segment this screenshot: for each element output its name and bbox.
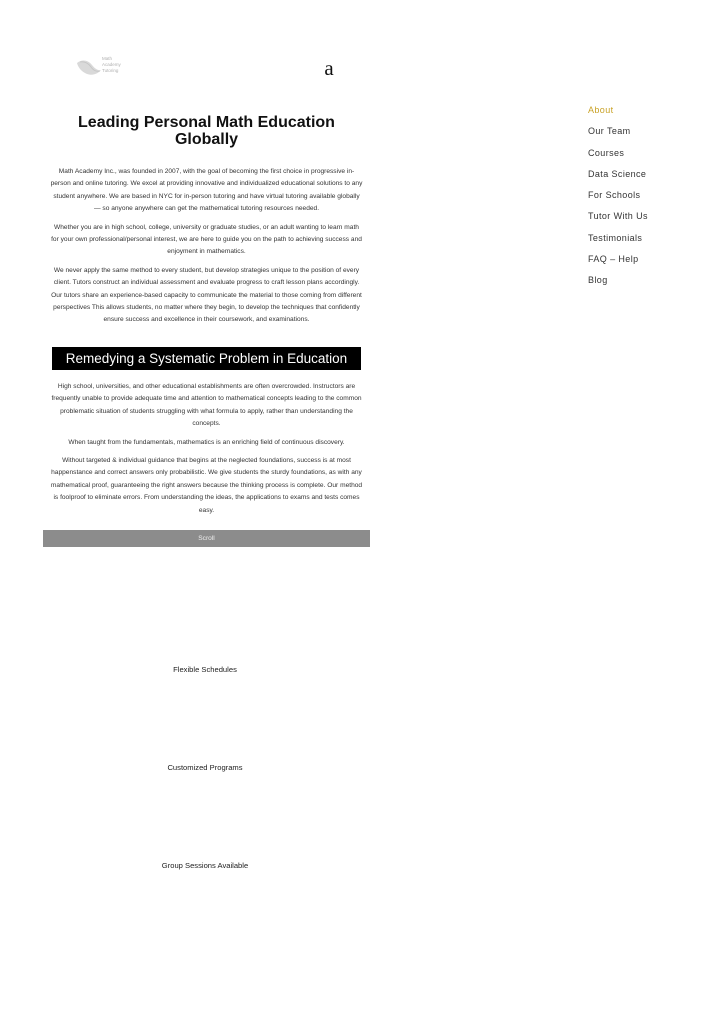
logo-text: [102, 56, 121, 74]
problem-paragraph: When taught from the fundamentals, mathematics is an enriching field of continuous discovery.: [68, 438, 345, 446]
logo-mark-icon: [76, 57, 102, 77]
problem-paragraph: Without targeted & individual guidance that begins at the neglected foundations, success is at most happenstance and correct answers only probabilistic. We give students the sturdy foundations, as with any mathematical proof, guaranteeing the right answers because the thinking process is complete. Our method is foolproof to eliminate errors. From understanding the ideas, the applications to exams and tests comes easy.: [50, 456, 363, 514]
main-content: [50, 114, 363, 517]
nav-item-faq-help[interactable]: FAQ – Help: [588, 254, 639, 265]
logo-line: Math: [102, 56, 113, 61]
nav-item-tutor-with-us[interactable]: Tutor With Us: [588, 211, 648, 222]
nav-item-courses[interactable]: Courses: [588, 147, 625, 158]
nav-item-testimonials[interactable]: Testimonials: [588, 232, 643, 243]
overlay-bar[interactable]: [43, 530, 370, 547]
nav-item-data-science[interactable]: Data Science: [588, 168, 647, 179]
nav-item-about[interactable]: About: [588, 105, 614, 115]
overlay-label: Scroll: [198, 535, 215, 542]
section-banner: Remedying a Systematic Problem in Education: [52, 347, 361, 370]
logo-line: Tutoring: [102, 68, 119, 73]
about-paragraph: Whether you are in high school, college, university or graduate studies, or an adult wanting to learn math for your own professional/personal interest, we are here to guide you on the path to achieving success and enjoyment in mathematics.: [51, 223, 362, 256]
feature-flexible-schedules: Flexible Schedules: [173, 665, 237, 674]
feature-customized-programs: Customized Programs: [167, 763, 243, 772]
feature-group-sessions: Group Sessions Available: [161, 861, 249, 870]
header-letter: a: [324, 56, 334, 80]
problem-paragraph: High school, universities, and other educational establishments are often overcrowded. Instructors are frequently unable to provide adequate time and attention to mathematical concepts leading to the common problematic situation of students struggling with what formula to apply, rather than understanding the concepts.: [51, 382, 362, 428]
about-paragraph: Math Academy Inc., was founded in 2007, with the goal of becoming the first choice in progressive in-person and online tutoring. We excel at providing innovative and individualized educational solutions to any student anywhere. We are based in NYC for in-person tutoring and have virtual tutoring available globally — so anyone anywhere can get the mathematical tutoring resources needed.: [50, 168, 363, 213]
main-nav: [588, 101, 713, 293]
nav-item-blog[interactable]: Blog: [588, 275, 608, 286]
logo-line: Academy: [102, 62, 121, 67]
nav-item-for-schools[interactable]: For Schools: [588, 190, 641, 201]
site-logo[interactable]: [76, 55, 136, 81]
nav-item-our-team[interactable]: Our Team: [588, 126, 631, 137]
about-paragraph: We never apply the same method to every student, but develop strategies unique to the position of every client. Tutors construct an individual assessment and evaluate progress to craft lesson plans accordingly. Our tutors share an experience-based capacity to communicate the material to those coming from different perspectives This allows students, no matter where they begin, to develop the techniques that confidently ensure success and excellence in their coursework, and examinations.: [51, 266, 362, 324]
page-title: Leading Personal Math Education Globally: [78, 114, 335, 148]
